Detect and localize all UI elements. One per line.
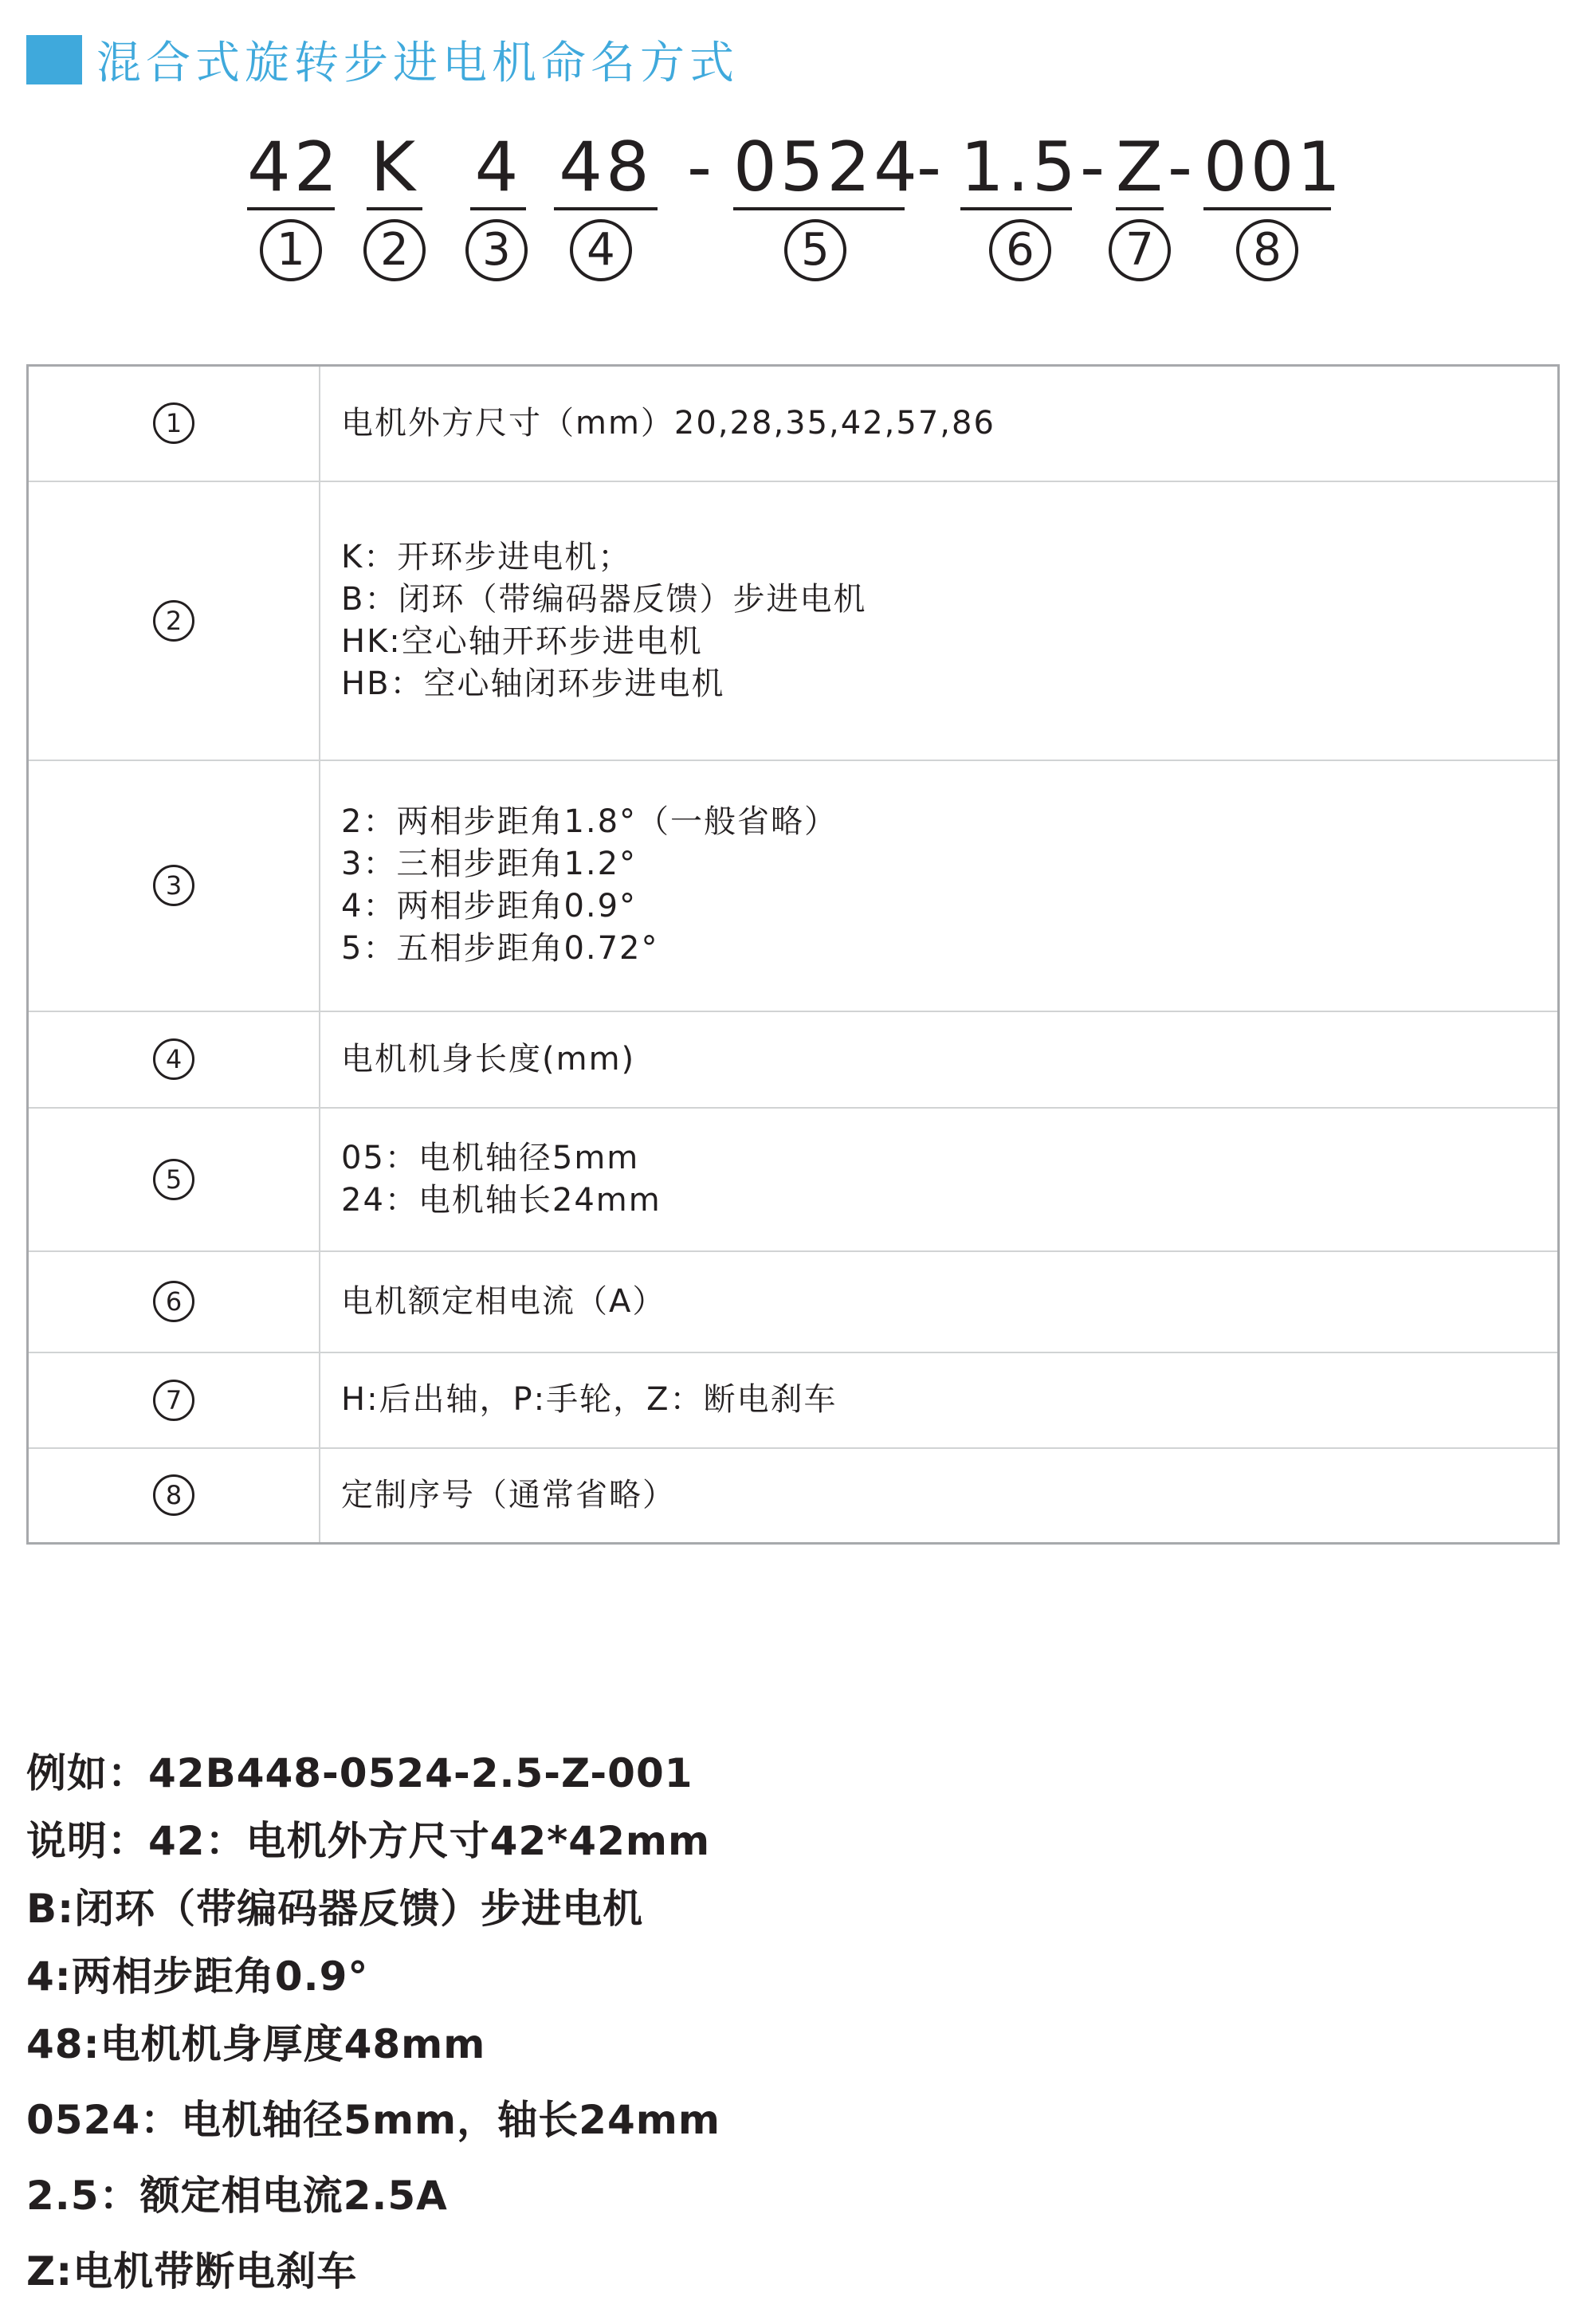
code-segment-1 [247,128,341,276]
code-segment-6 [960,128,1079,276]
table-row [28,1251,1559,1352]
page-title [26,32,739,88]
code-separator: - [687,128,713,207]
row-description-line: 24：电机轴长24mm [341,1181,662,1219]
code-segment-4 [554,128,658,276]
code-segment-number: 2 [363,219,426,281]
example-line: 48:电机机身厚度48mm [26,2021,486,2067]
code-segment-text: K [367,128,422,210]
part-number-diagram [0,128,1594,287]
example-line: 2.5：额定相电流2.5A [26,2173,448,2219]
table-row [28,1352,1559,1448]
code-segment-text: 1.5 [960,128,1072,210]
code-segment-number: 4 [570,219,632,281]
row-description-line: 定制序号（通常省略） [341,1476,676,1513]
example-line: 0524：电机轴径5mm，轴长24mm [26,2097,720,2143]
title-text: 混合式旋转步进电机命名方式 [96,37,739,89]
code-separator: - [1080,128,1105,207]
code-segment-text: 0524 [733,128,905,210]
example-line: 例如：42B448-0524-2.5-Z-001 [26,1750,693,1796]
example-line: Z:电机带断电刹车 [26,2248,358,2295]
row-description-line: 05：电机轴径5mm [341,1139,640,1176]
row-description-line: 4：两相步距角0.9° [341,888,638,924]
row-description-line: HK:空心轴开环步进电机 [341,622,703,660]
code-segment-7 [1116,128,1166,276]
row-index-badge: 4 [153,1038,194,1080]
row-description-line: 电机机身长度(mm) [341,1040,636,1078]
code-segment-number: 5 [784,219,846,281]
code-separator: - [1168,128,1193,207]
code-segment-number: 8 [1236,219,1298,281]
row-description-line: H:后出轴，P:手轮，Z：断电刹车 [341,1381,838,1418]
code-segment-text: 001 [1203,128,1331,210]
code-separator: - [917,128,942,207]
row-description-line: HB：空心轴闭环步进电机 [341,665,725,702]
code-segment-number: 3 [465,219,528,281]
table-row [28,1448,1559,1544]
table-row [28,1011,1559,1108]
code-segment-text: 42 [247,128,335,210]
row-index-badge: 7 [153,1380,194,1421]
row-description-line: K：开环步进电机； [341,538,632,575]
code-segment-text: 48 [554,128,658,210]
code-segment-8 [1203,128,1345,276]
row-description-line: 电机外方尺寸（mm）20,28,35,42,57,86 [341,404,995,442]
code-segment-text: Z [1116,128,1164,210]
code-segment-number: 7 [1109,219,1171,281]
table-row [28,481,1559,760]
row-description-line: 3：三相步距角1.2° [341,846,638,882]
example-line: 说明：42：电机外方尺寸42*42mm [26,1818,711,1864]
example-line: B:闭环（带编码器反馈）步进电机 [26,1886,644,1932]
row-index-badge: 8 [153,1474,194,1516]
code-segment-number: 6 [989,219,1051,281]
example-line: 4:两相步距角0.9° [26,1953,369,2000]
table-row [28,760,1559,1011]
table-row [28,366,1559,481]
code-segment-text: 4 [470,128,526,210]
table-row [28,1108,1559,1251]
row-index-badge: 2 [153,600,194,642]
title-accent-block [26,35,82,84]
row-description-line: 5：五相步距角0.72° [341,930,659,967]
code-segment-5 [733,128,921,276]
row-index-badge: 3 [153,865,194,906]
row-index-badge: 1 [153,402,194,444]
row-index-badge: 5 [153,1159,194,1200]
code-segment-number: 1 [260,219,322,281]
naming-spec-table [26,364,1560,1545]
code-segment-3 [470,128,526,276]
code-segment-2 [367,128,422,276]
row-index-badge: 6 [153,1281,194,1322]
row-description-line: B：闭环（带编码器反馈）步进电机 [341,580,867,618]
row-description-line: 2：两相步距角1.8°（一般省略） [341,803,838,840]
row-description-line: 电机额定相电流（A） [341,1282,666,1320]
